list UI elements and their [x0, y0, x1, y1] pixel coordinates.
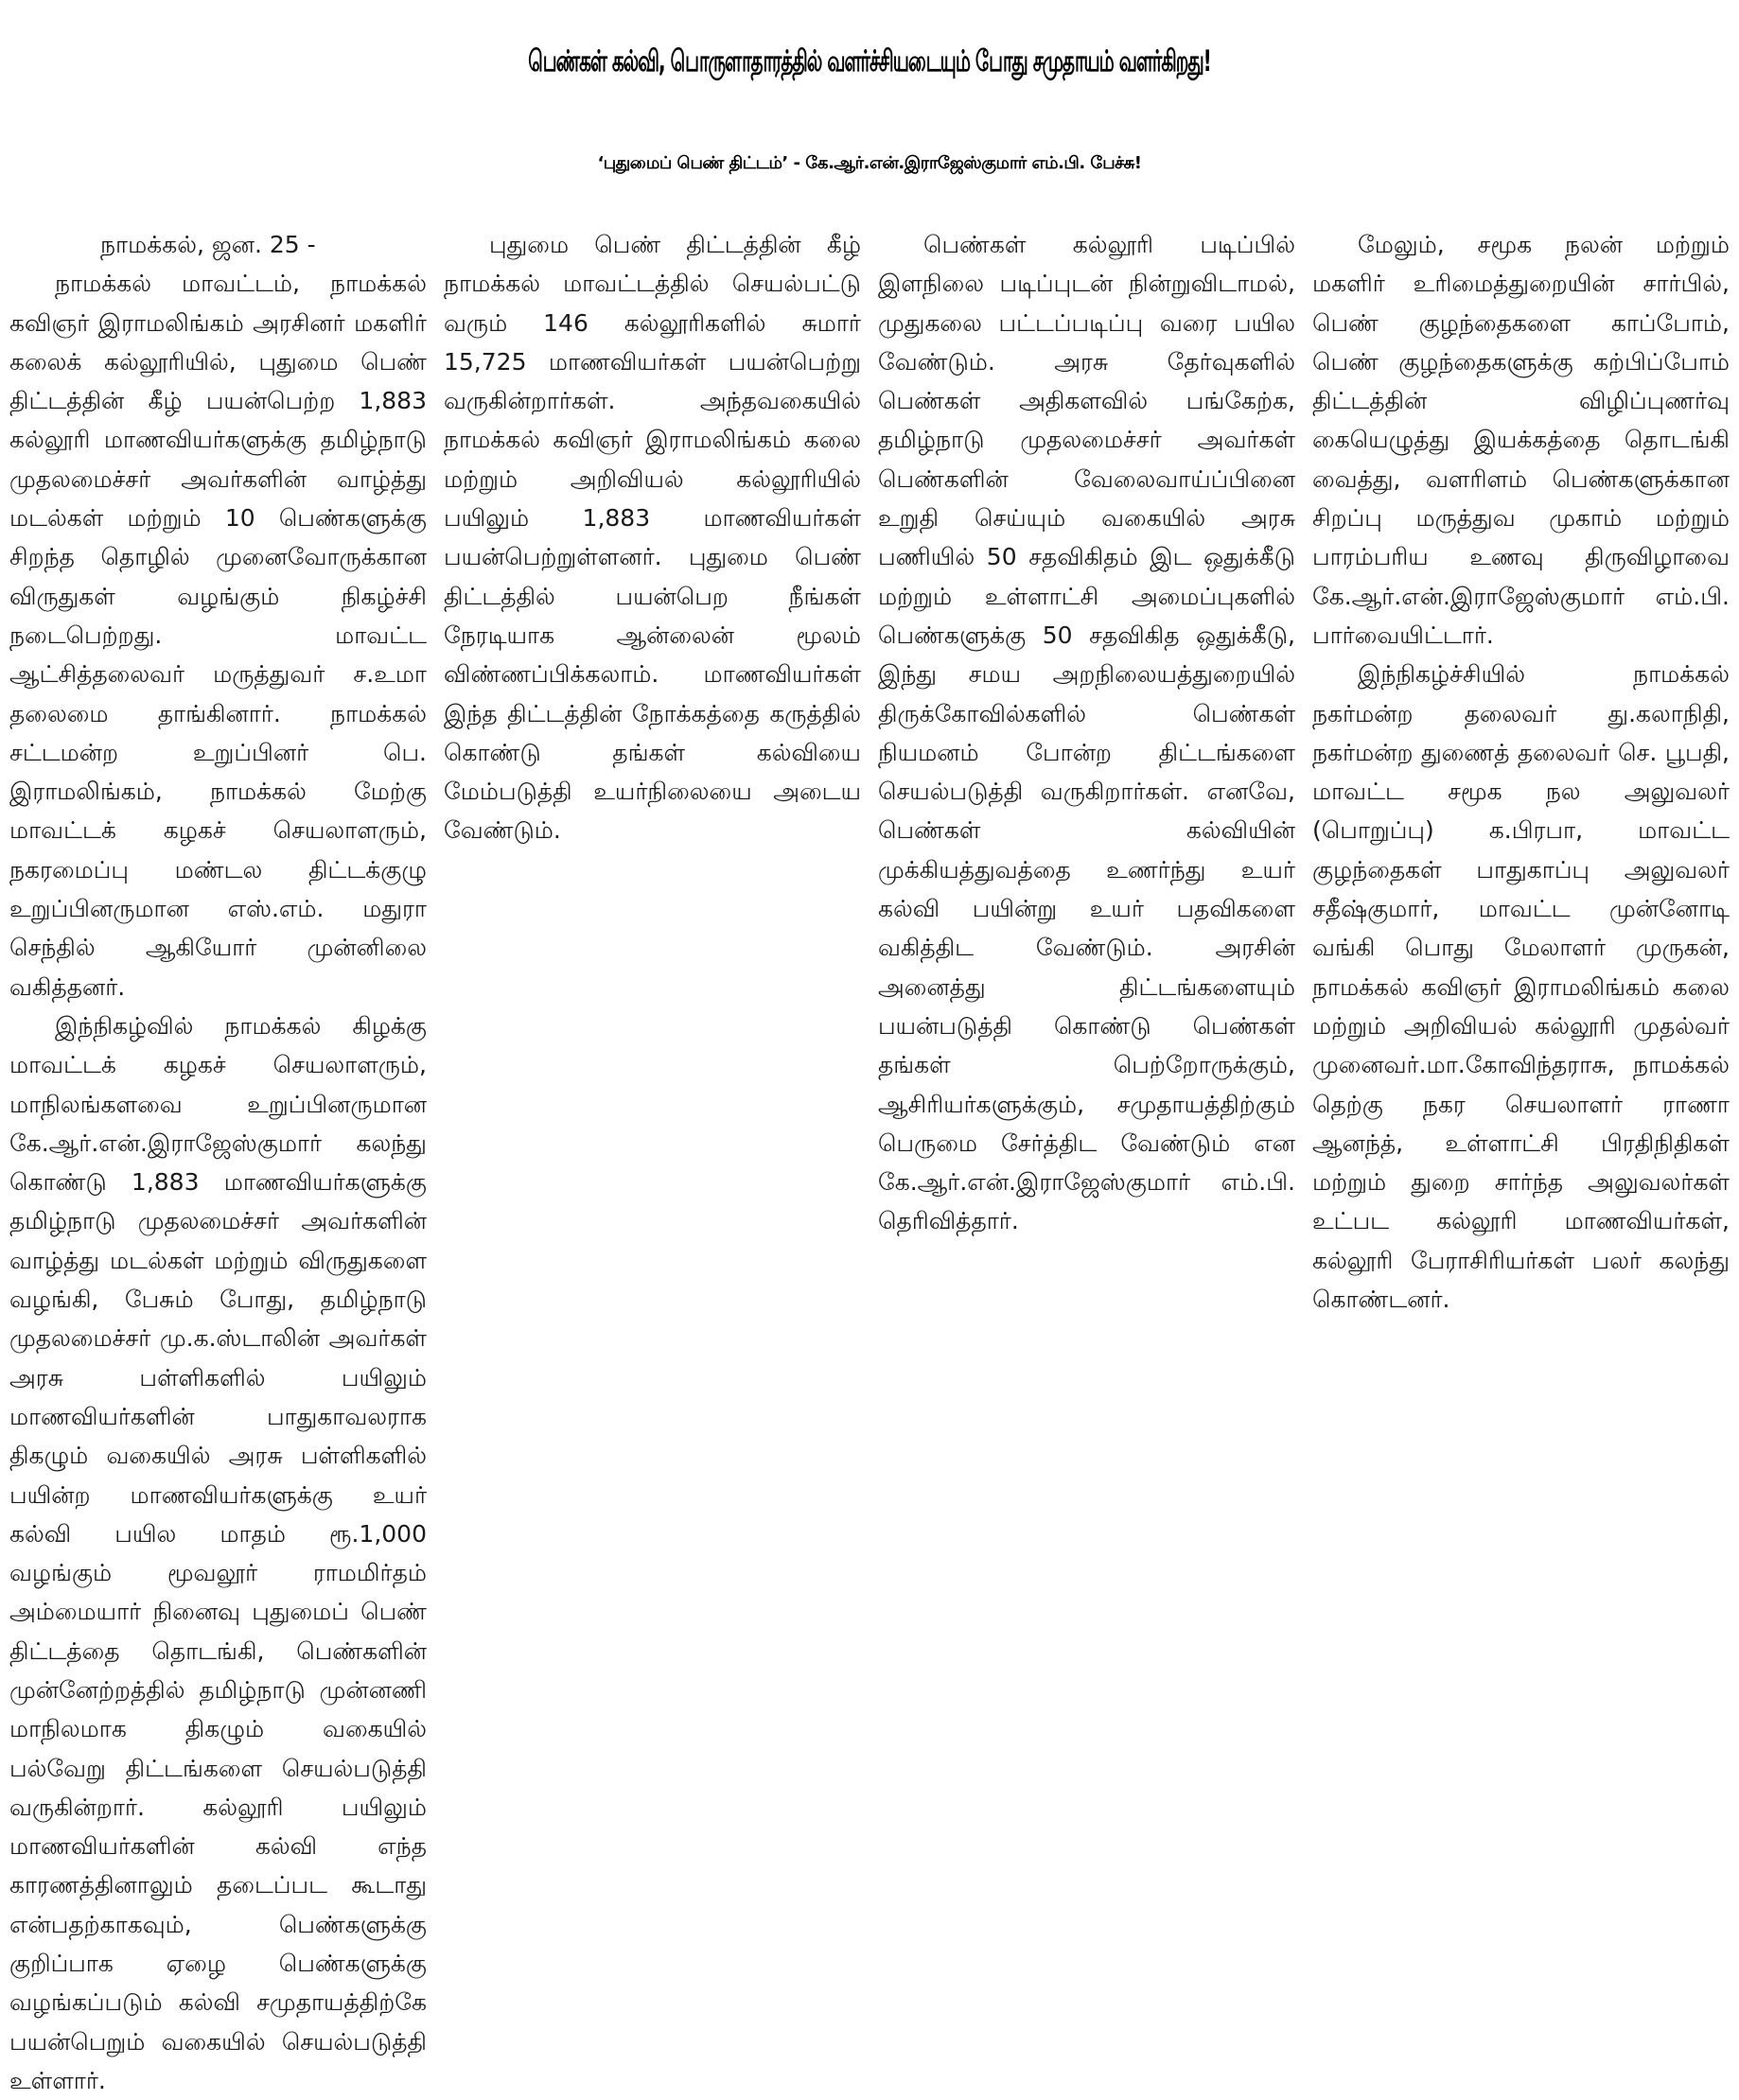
subheadline: ‘புதுமைப் பெண் திட்டம்’ - கே.ஆர்.என்.இராஜேஸ்குமார் எம்.பி. பேச்சு! [597, 153, 1142, 173]
paragraph-2: இந்நிகழ்வில் நாமக்கல் கிழக்கு மாவட்டக் கழகச் செயலாளரும், மாநிலங்களவை உறுப்பினருமான கே.ஆர்.என்.இராஜேஸ்குமார் கலந்து கொண்டு 1,883 மாணவியர்களுக்கு தமிழ்நாடு முதலமைச்சர் அவர்களின் வாழ்த்து மடல்கள் மற்றும் விருதுகளை வழங்கி, பேசும் போது, தமிழ்நாடு முதலமைச்சர் மு.க.ஸ்டாலின் அவர்கள் அரசு பள்ளிகளில் பயிலும் மாணவியர்களின் பாதுகாவலராக திகழும் வகையில் அரசு பள்ளிகளில் பயின்ற மாணவியர்களுக்கு உயர் கல்வி பயில மாதம் ரூ.1,000 வழங்கும் மூவலூர் ராமமிர்தம் அம்மையார் நினைவு புதுமைப் பெண் திட்டத்தை தொடங்கி, பெண்களின் முன்னேற்றத்தில் தமிழ்நாடு முன்னணி மாநிலமாக திகழும் வகையில் பல்வேறு திட்டங்களை செயல்படுத்தி வருகின்றார். கல்லூரி பயிலும் மாணவியர்களின் கல்வி எந்த காரணத்தினாலும் தடைப்பட கூடாது என்பதற்காகவும், பெண்களுக்கு குறிப்பாக ஏழை பெண்களுக்கு வழங்கப்படும் கல்வி சமுதாயத்திற்கே பயன்பெறும் வகையில் செயல்படுத்தி உள்ளார். [9, 1011, 427, 2094]
column-4 [1312, 225, 1730, 1814]
paragraph-6: இந்நிகழ்ச்சியில் நாமக்கல் நகர்மன்ற தலைவர் து.கலாநிதி, நகர்மன்ற துணைத் தலைவர் செ. பூபதி, மாவட்ட சமூக நல அலுவலர் (பொறுப்பு) க.பிரபா, மாவட்ட குழந்தைகள் பாதுகாப்பு அலுவலர் சதீஷ்குமார், மாவட்ட முன்னோடி வங்கி பொது மேலாளர் முருகன், நாமக்கல் கவிஞர் இராமலிங்கம் கலை மற்றும் அறிவியல் கல்லூரி முதல்வர் முனைவர்.மா.கோவிந்தராசு, நாமக்கல் தெற்கு நகர செயலாளர் ராணா ஆனந்த், உள்ளாட்சி பிரதிநிதிகள் மற்றும் துறை சார்ந்த அலுவலர்கள் உட்பட கல்லூரி மாணவியர்கள், கல்லூரி பேராசிரியர்கள் பலர் கலந்து கொண்டனர். [1312, 660, 1730, 1314]
article-body [9, 225, 1730, 2094]
column-3 [878, 225, 1295, 1814]
headline: பெண்கள் கல்வி, பொருளாதாரத்தில் வளர்ச்சியடையும் போது சமுதாயம் வளர்கிறது! [528, 43, 1211, 79]
column-1 [9, 225, 427, 2094]
dateline: நாமக்கல், ஜன. 25 - [100, 231, 316, 258]
column-2 [444, 225, 861, 1814]
paragraph-1: நாமக்கல் மாவட்டம், நாமக்கல் கவிஞர் இராமலிங்கம் அரசினர் மகளிர் கலைக் கல்லூரியில், புதுமை பெண் திட்டத்தின் கீழ் பயன்பெற்ற 1,883 கல்லூரி மாணவியர்களுக்கு தமிழ்நாடு முதலமைச்சர் அவர்களின் வாழ்த்து மடல்கள் மற்றும் 10 பெண்களுக்கு சிறந்த தொழில் முனைவோருக்கான விருதுகள் வழங்கும் நிகழ்ச்சி நடைபெற்றது. மாவட்ட ஆட்சித்தலைவர் மருத்துவர் ச.உமா தலைமை தாங்கினார். நாமக்கல் சட்டமன்ற உறுப்பினர் பெ. இராமலிங்கம், நாமக்கல் மேற்கு மாவட்டக் கழகச் செயலாளரும், நகரமைப்பு மண்டல திட்டக்குழு உறுப்பினருமான எஸ்.எம். மதுரா செந்தில் ஆகியோர் முன்னிலை வகித்தனர். [9, 270, 427, 1001]
paragraph-3: புதுமை பெண் திட்டத்தின் கீழ் நாமக்கல் மாவட்டத்தில் செயல்பட்டு வரும் 146 கல்லூரிகளில் சுமார் 15,725 மாணவியர்கள் பயன்பெற்று வருகின்றார்கள். அந்தவகையில் நாமக்கல் கவிஞர் இராமலிங்கம் கலை மற்றும் அறிவியல் கல்லூரியில் பயிலும் 1,883 மாணவியர்கள் பயன்பெற்றுள்ளனர். புதுமை பெண் திட்டத்தில் பயன்பெற நீங்கள் நேரடியாக ஆன்லைன் மூலம் விண்ணப்பிக்கலாம். மாணவியர்கள் இந்த திட்டத்தின் நோக்கத்தை கருத்தில் கொண்டு தங்கள் கல்வியை மேம்படுத்தி உயர்நிலையை அடைய வேண்டும். [444, 231, 861, 845]
paragraph-4: பெண்கள் கல்லூரி படிப்பில் இளநிலை படிப்புடன் நின்றுவிடாமல், முதுகலை பட்டப்படிப்பு வரை பயில வேண்டும். அரசு தேர்வுகளில் பெண்கள் அதிகளவில் பங்கேற்க, தமிழ்நாடு முதலமைச்சர் அவர்கள் பெண்களின் வேலைவாய்ப்பினை உறுதி செய்யும் வகையில் அரசு பணியில் 50 சதவிகிதம் இட ஒதுக்கீடு மற்றும் உள்ளாட்சி அமைப்புகளில் பெண்களுக்கு 50 சதவிகித ஒதுக்கீடு, இந்து சமய அறநிலையத்துறையில் திருக்கோவில்களில் பெண்கள் நியமனம் போன்ற திட்டங்களை செயல்படுத்தி வருகிறார்கள். எனவே, பெண்கள் கல்வியின் முக்கியத்துவத்தை உணர்ந்து உயர் கல்வி பயின்று உயர் பதவிகளை வகித்திட வேண்டும். அரசின் அனைத்து திட்டங்களையும் பயன்படுத்தி கொண்டு பெண்கள் தங்கள் பெற்றோருக்கும், ஆசிரியர்களுக்கும், சமுதாயத்திற்கும் பெருமை சேர்த்திட வேண்டும் என கே.ஆர்.என்.இராஜேஸ்குமார் எம்.பி. தெரிவித்தார். [878, 231, 1295, 1235]
paragraph-5: மேலும், சமூக நலன் மற்றும் மகளிர் உரிமைத்துறையின் சார்பில், பெண் குழந்தைகளை காப்போம், பெண் குழந்தைகளுக்கு கற்பிப்போம் திட்டத்தின் விழிப்புணர்வு கையெழுத்து இயக்கத்தை தொடங்கி வைத்து, வளரிளம் பெண்களுக்கான சிறப்பு மருத்துவ முகாம் மற்றும் பாரம்பரிய உணவு திருவிழாவை கே.ஆர்.என்.இராஜேஸ்குமார் எம்.பி. பார்வையிட்டார். [1312, 231, 1730, 649]
